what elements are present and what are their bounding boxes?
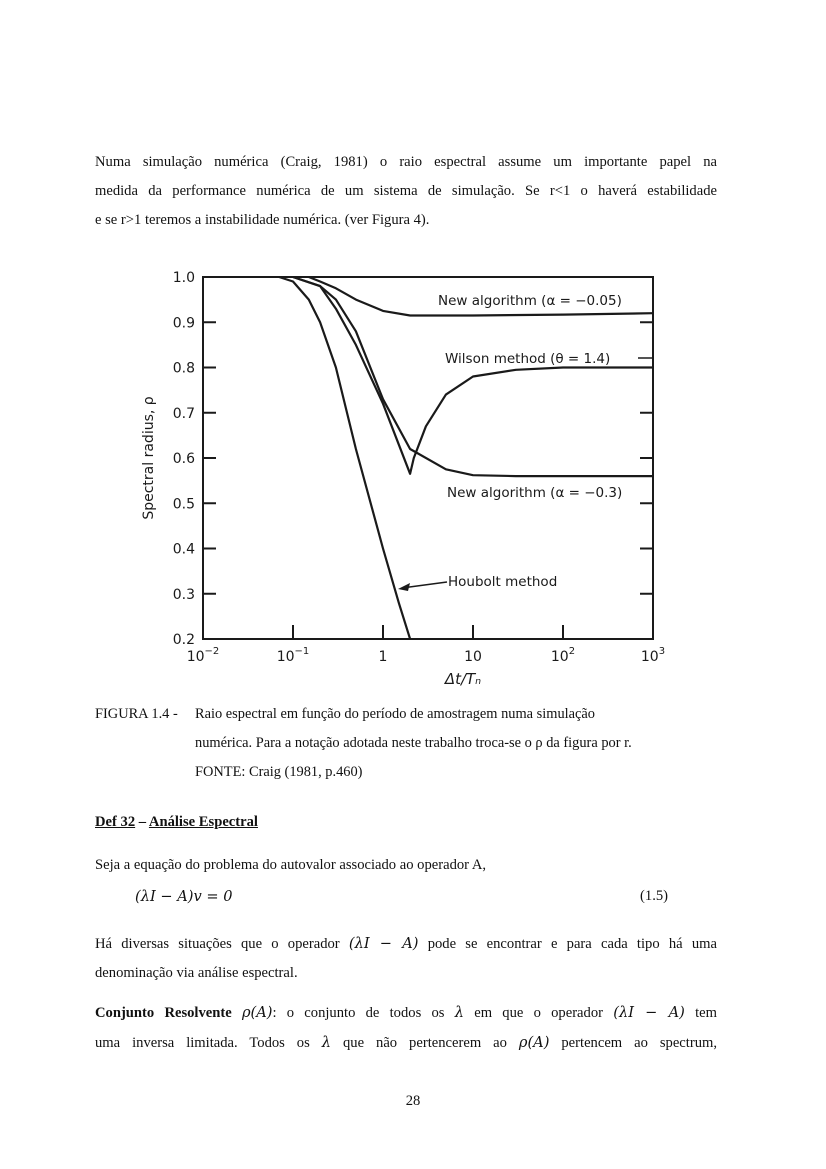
figure-caption-line-2: numérica. Para a notação adotada neste trabalho troca-se o ρ da figura por r. [195, 735, 632, 751]
annotation-new-algorithm-03: New algorithm (α = −0.3) [447, 485, 623, 501]
operator-expression: (λI − A) [613, 1004, 685, 1021]
body-p3-text-a: : o conjunto de todos os [272, 1005, 445, 1021]
annotation-wilson-method: Wilson method (θ = 1.4) [445, 351, 611, 367]
series-line-4 [279, 277, 410, 639]
rho-of-a: ρ(A) [518, 1034, 550, 1051]
figure-caption-label: FIGURA 1.4 - [95, 706, 178, 722]
body-p2-text-b: pode se encontrar e para cada tipo há uma [427, 936, 717, 952]
y-tick-label: 0.2 [172, 632, 195, 648]
y-tick-label: 0.3 [172, 586, 195, 603]
equation-number: (1.5) [640, 888, 668, 904]
x-tick-label: $10^{-2}$ [186, 646, 220, 665]
lambda-symbol: λ [321, 1034, 332, 1051]
definition-dash: – [138, 814, 147, 830]
body-p3-line2-text-b: que não pertencerem ao [342, 1035, 507, 1051]
y-axis-label: Spectral radius, ρ [141, 396, 157, 520]
y-tick-label: 0.8 [172, 360, 195, 377]
definition-label: Def 32 [95, 814, 136, 830]
body-p2-line-2: denominação via análise espectral. [95, 965, 298, 981]
intro-line-3: e se r>1 teremos a instabilidade numérica. (ver Figura 4). [95, 212, 430, 228]
intro-line-2: medida da performance numérica de um sistema de simulação. Se r<1 o haverá estabilidade [95, 183, 717, 199]
y-tick-label: 0.5 [172, 496, 195, 513]
body-paragraph-2 [95, 929, 717, 988]
y-tick-label: 0.7 [172, 405, 195, 422]
operator-expression: (λI − A) [348, 935, 419, 952]
body-p3-line2-text-c: pertencem ao spectrum, [561, 1035, 717, 1051]
lambda-symbol: λ [454, 1004, 464, 1021]
houbolt-pointer-arrowhead [398, 583, 410, 591]
body-p3-text-b: em que o operador [474, 1005, 603, 1021]
x-tick-label: $10^2$ [550, 646, 576, 665]
intro-line-1: Numa simulação numérica (Craig, 1981) o raio espectral assume um importante papel na [95, 154, 717, 170]
x-tick-label: $10^{-1}$ [276, 646, 310, 665]
definition-title: Análise Espectral [148, 814, 258, 830]
body-p2-text-a: Há diversas situações que o operador [95, 936, 340, 952]
figure-caption-source: FONTE: Craig (1981, p.460) [195, 764, 363, 780]
annotation-new-algorithm-005: New algorithm (α = −0.05) [438, 293, 622, 309]
y-tick-label: 0.4 [172, 541, 195, 558]
x-tick-label: 1 [378, 649, 388, 665]
page-number: 28 [405, 1093, 421, 1109]
spectral-radius-chart [140, 255, 700, 695]
body-p3-line-2 [95, 1028, 717, 1058]
body-p3-line2-text-a: uma inversa limitada. Todos os [95, 1035, 310, 1051]
y-tick-label: 1.0 [172, 270, 195, 286]
equation-1-5: (λI − A)v = 0 [135, 888, 233, 905]
body-paragraph-3 [95, 998, 717, 1058]
annotation-houbolt-method: Houbolt method [448, 574, 558, 590]
body-p2-line-1 [95, 929, 717, 959]
y-tick-label: 0.6 [172, 451, 195, 467]
body-p3-line-1 [95, 998, 717, 1028]
intro-paragraph [95, 148, 717, 235]
body-p1-text: Seja a equação do problema do autovalor associado ao operador A, [95, 857, 487, 873]
body-p3-text-c: tem [695, 1005, 718, 1021]
body-paragraph-1 [95, 851, 717, 880]
x-tick-label: 10 [464, 649, 482, 665]
y-tick-label: 0.9 [172, 315, 195, 332]
x-axis-label: Δt/Tₙ [444, 670, 482, 688]
x-tick-label: $10^3$ [640, 646, 666, 665]
definition-heading [95, 814, 258, 831]
rho-of-a: ρ(A) [241, 1004, 273, 1021]
figure-caption-line-1: Raio espectral em função do período de amostragem numa simulação [195, 706, 596, 722]
term-resolvent-set: Conjunto Resolvente [95, 1005, 232, 1021]
